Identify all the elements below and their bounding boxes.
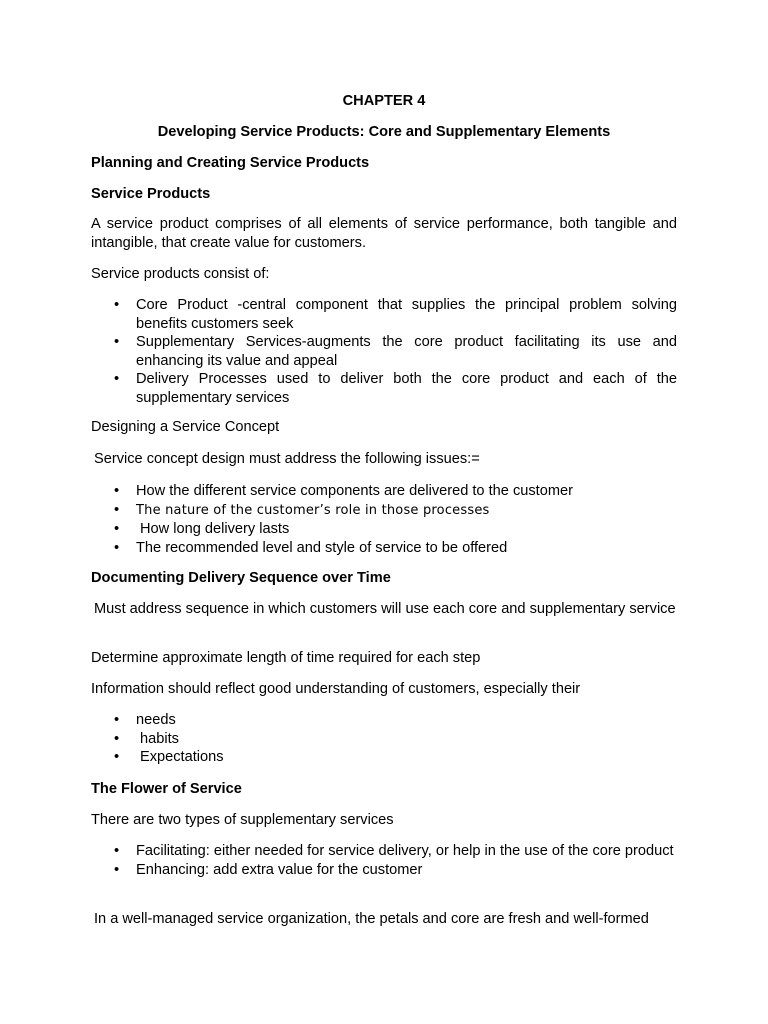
section-heading-service-products: Service Products [91,186,211,202]
bullet-icon: • [114,521,120,537]
bullet-icon: • [114,712,120,728]
section-heading-documenting: Documenting Delivery Sequence over Time [91,570,391,586]
paragraph-length-of-time: Determine approximate length of time required for each step [91,650,481,666]
list-customer-aspects [91,711,677,767]
bullet-icon: • [114,843,120,859]
bullet-icon: • [114,501,120,518]
list-item-text: Core Product -central component that supplies the principal problem solving benefits customers seek [136,297,677,332]
chapter-title: Developing Service Products: Core and Supplementary Elements [157,124,611,140]
paragraph-service-products-consist: Service products consist of: [91,266,270,282]
bullet-icon: • [114,371,120,387]
list-item-text: needs [136,712,176,728]
list-item [91,748,677,767]
list-item-text: The recommended level and style of service to be offered [136,539,508,556]
paragraph-designing-concept: Designing a Service Concept [91,419,280,435]
bullet-icon: • [114,749,120,765]
bullet-icon: • [114,483,120,499]
list-item-text: habits [140,730,179,747]
bullet-icon: • [114,297,120,313]
list-item-text: The nature of the customer’s role in those processes [136,502,490,518]
list-item-text: How long delivery lasts [140,521,290,537]
bullet-icon: • [114,334,120,350]
list-concept-issues [91,482,677,557]
list-supplementary-types [91,842,677,879]
list-item [91,711,677,730]
list-item [91,842,677,861]
section-heading-flower: The Flower of Service [91,781,242,797]
list-item [91,861,677,880]
bullet-icon: • [114,539,120,556]
list-item-text: How the different service components are delivered to the customer [136,483,573,499]
list-item [91,296,677,333]
list-item-text: Enhancing: add extra value for the customer [136,861,423,878]
list-item [91,520,677,539]
paragraph-understanding-customers: Information should reflect good understanding of customers, especially their [91,681,581,697]
list-item [91,333,677,370]
bullet-icon: • [114,730,120,747]
chapter-label: CHAPTER 4 [342,93,426,109]
paragraph-two-types: There are two types of supplementary services [91,812,394,828]
paragraph-address-sequence: Must address sequence in which customers will use each core and supplementary service [94,601,676,617]
bullet-icon: • [114,861,120,878]
list-item [91,370,677,407]
list-item [91,482,677,501]
list-item [91,501,677,521]
list-item-text: Facilitating: either needed for service delivery, or help in the use of the core product [136,843,674,859]
paragraph-concept-issues: Service concept design must address the following issues:= [94,451,480,467]
paragraph-service-product-definition: A service product comprises of all elements of service performance, both tangible and intangible, that create value for customers. [91,216,677,251]
list-item-text: Expectations [140,749,224,765]
list-service-product-components [91,296,677,407]
paragraph-well-managed: In a well-managed service organization, the petals and core are fresh and well-formed [94,911,649,927]
list-item-text: Supplementary Services-augments the core product facilitating its use and enhancing its value and appeal [136,334,677,369]
list-item [91,730,677,749]
section-heading-planning: Planning and Creating Service Products [91,155,370,171]
list-item-text: Delivery Processes used to deliver both the core product and each of the supplementary services [136,371,677,406]
list-item [91,539,677,558]
